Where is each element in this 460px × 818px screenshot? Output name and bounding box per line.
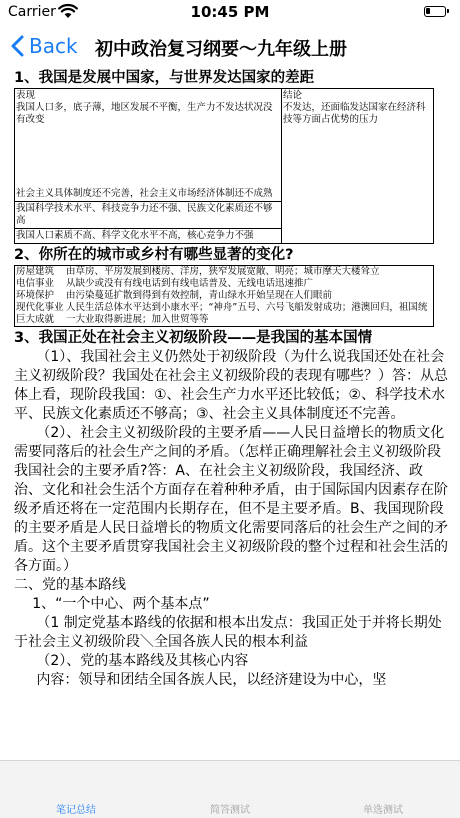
section3-heading: 3、我国正处在社会主义初级阶段——是我国的基本国情 <box>14 330 373 346</box>
subheading: 1、“一个中心、两个基本点” <box>32 596 210 612</box>
table-cell: 不发达，还面临发达国家在经济科技等方面占优势的压力 <box>283 102 426 125</box>
gap-table <box>14 88 434 244</box>
changes-table <box>14 265 434 327</box>
table-row: 房屋建筑 由草房、平房发展到楼房、洋房，狭窄发展宽敞、明亮；城市摩天大楼耸立 <box>16 266 380 277</box>
tab-notes[interactable]: 笔记总结 <box>56 805 96 816</box>
column-header: 表现 <box>16 90 36 101</box>
back-label: Back <box>29 34 78 58</box>
table-row: 环境保护 由污染蔓延扩散到得到有效控制，青山绿水开始呈现在人们眼前 <box>16 290 333 301</box>
paragraph: （2）、社会主义初级阶段的主要矛盾——人民日益增长的物质文化需要同落后的社会生产之间的矛盾。（怎样正确理解社会主义初级阶段我国社会的主要矛盾?答：A、在社会主义初级阶段，我国经济、政治、文化和社会生活个方面存在着种种矛盾，由于国际国内因素存在阶级矛盾还将在一定范围内长期存在，但不是主要矛盾。B、我国现阶段的主要矛盾是人民日益增长的物质文化需要同落后的社会生产之间的矛盾。这个主要矛盾贯穿我国社会主义初级阶段的整个过程和社会生活的各方面。） <box>14 425 448 574</box>
table-row <box>15 89 282 202</box>
conclusion-cell <box>282 89 434 244</box>
note-content[interactable] <box>14 68 448 760</box>
table-row: 电信事业 从缺少或没有有线电话到有线电话普及、无线电话迅速推广 <box>16 278 314 289</box>
tab-short-answer[interactable]: 简答测试 <box>210 805 250 816</box>
tab-bar <box>0 760 460 818</box>
paragraph: （1 制定党基本路线的依据和根本出发点：我国正处于并将长期处于社会主义初级阶段＼全国各族人民的根本利益 <box>14 615 442 650</box>
navigation-bar <box>0 24 460 68</box>
back-button[interactable] <box>10 32 78 60</box>
column-header: 结论 <box>283 90 303 101</box>
table-row: 我国人口素质不高、科学文化水平不高，核心竞争力不强 <box>15 229 282 244</box>
table-row: 我国科学技术水平、科技竞争力还不强、民族文化素质还不够高 <box>15 202 282 229</box>
paragraph: 内容：领导和团结全国各族人民，以经济建设为中心，坚 <box>36 672 387 688</box>
battery-icon <box>424 6 446 17</box>
status-bar <box>0 0 460 24</box>
section2-heading: 2、你所在的城市或乡村有哪些显著的变化? <box>14 247 294 263</box>
clock: 10:45 PM <box>190 3 270 21</box>
table-cell: 社会主义具体制度还不完善，社会主义市场经济体制还不成熟 <box>16 188 273 199</box>
carrier-label: Carrier <box>8 4 56 20</box>
table-row: 现代化事业巨大成就 人民生活总体水平达到小康水平；“神舟”五号、六号飞船发射成功；港澳回归，祖国统一大业取得新进展；加入世贸等等 <box>16 302 428 325</box>
subheading: （2）、党的基本路线及其核心内容 <box>36 653 249 669</box>
tab-single-choice[interactable]: 单选测试 <box>363 805 403 816</box>
chevron-left-icon <box>10 35 24 57</box>
section1-heading: 1、我国是发展中国家，与世界发达国家的差距 <box>14 70 315 86</box>
page-title: 初中政治复习纲要～九年级上册 <box>95 39 347 60</box>
table-cell: 我国人口多，底子薄，地区发展不平衡，生产力不发达状况没有改变 <box>16 102 273 125</box>
part2-heading: 二、党的基本路线 <box>14 577 126 593</box>
paragraph: （1）、我国社会主义仍然处于初级阶段（为什么说我国还处在社会主义初级阶段？我国处在社会主义初级阶段的表现有哪些？）答：从总体上看，现阶段我国：①、社会生产力水平还比较低；②、科学技术水平、民族文化素质还不够高；③、社会主义具体制度还不完善。 <box>14 349 448 422</box>
